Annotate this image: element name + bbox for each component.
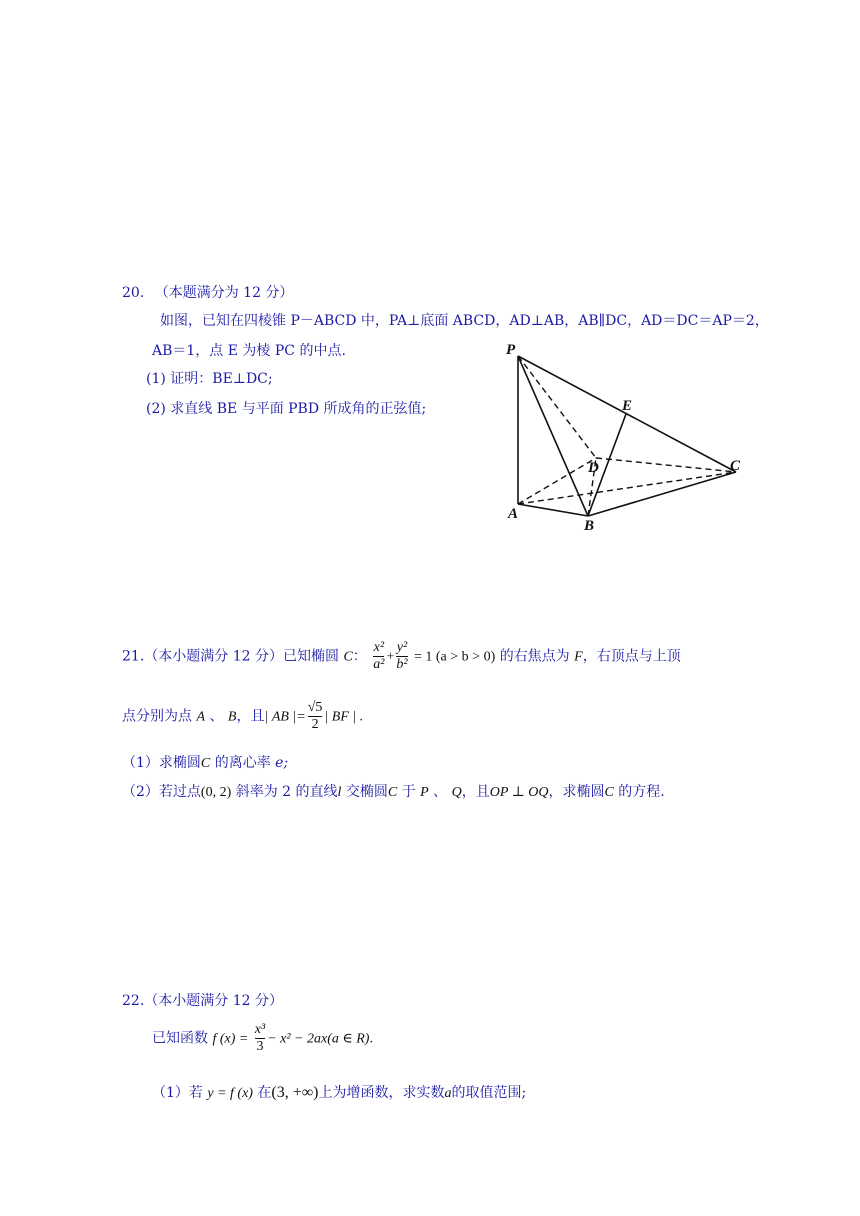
q21-part2-f: ，求椭圆 — [548, 784, 605, 800]
q21-sep: 、 — [209, 708, 224, 725]
pyramid-figure — [500, 336, 760, 536]
q21-part2-C: C — [387, 785, 398, 800]
edge-AB — [518, 504, 588, 516]
q20-intro-line2: AB＝1，点 E 为棱 PC 的中点. — [152, 343, 346, 359]
label-E: E — [622, 398, 633, 414]
q22-line1 — [152, 1022, 373, 1055]
q20-header — [122, 282, 293, 302]
q22-part1-y: y = f (x) — [207, 1086, 253, 1101]
q21-part2-perp: OP ⊥ OQ — [489, 785, 549, 800]
q22-lead: 已知函数 — [152, 1030, 208, 1047]
q21-part2-e: ，且 — [461, 784, 490, 800]
q21-part1 — [122, 752, 288, 772]
q21-pt-A: A — [196, 709, 206, 725]
label-B: B — [584, 518, 595, 534]
q21-after-focus: ，右顶点与上顶 — [582, 648, 681, 665]
q20-part2: (2) 求直线 BE 与平面 PBD 所成角的正弦值; — [146, 401, 427, 417]
q21-part2-l: l — [337, 785, 342, 800]
q22-part1-c: 上为增函数，求实数 — [318, 1085, 445, 1101]
edge-BC — [588, 472, 736, 516]
q21-points: （本小题满分 12 分） — [144, 648, 283, 665]
q21-frac-x-den: a² — [373, 657, 385, 673]
q21-ellipse-name: C — [343, 649, 353, 665]
q21-frac-y — [396, 640, 407, 673]
q21-sqrt5: √5 — [307, 700, 323, 715]
q21-lead: 已知椭圆 — [282, 648, 339, 665]
q21-focus: F — [574, 649, 583, 665]
q21-after-eq: 的右焦点为 — [499, 648, 570, 665]
q20-number: 20. — [122, 285, 145, 301]
q21-frac-y-num: y² — [396, 640, 408, 655]
q21-part1-tail: 的离心率 — [214, 755, 271, 771]
q22-x3: x³ — [254, 1022, 266, 1037]
q21-colon: ： — [352, 648, 367, 665]
q22-frac — [255, 1022, 265, 1055]
q21-part2 — [122, 781, 665, 801]
edge-PC — [518, 356, 736, 472]
q21-ab-abs: | AB |= — [264, 709, 306, 725]
label-C: C — [730, 458, 741, 474]
q21-part2-P: P — [420, 785, 429, 800]
q21-part2-Q: Q — [451, 785, 462, 800]
q22-part1-a: （1）若 — [152, 1085, 203, 1101]
q22-period: . — [369, 1031, 373, 1047]
label-A: A — [508, 506, 519, 522]
q22-part1-var: a — [444, 1086, 452, 1101]
q21-line1 — [122, 640, 681, 673]
q21-frac-x — [373, 640, 384, 673]
q21-frac-y-den: b² — [396, 657, 408, 673]
q21-bf-abs: | BF | . — [324, 709, 364, 725]
q21-two: 2 — [308, 716, 323, 733]
q21-number: 21. — [122, 648, 145, 665]
label-P: P — [506, 342, 516, 358]
edge-AD — [518, 458, 596, 504]
q21-pt-B: B — [227, 709, 237, 725]
q21-line2 — [122, 700, 363, 733]
q21-part2-pt: (0, 2) — [200, 785, 232, 800]
q20-points: （本题满分为 12 分） — [154, 285, 294, 301]
q22-number: 22. — [122, 993, 145, 1009]
q22-fx: f (x) = — [212, 1031, 249, 1047]
q22-part1-d: 的取值范围; — [451, 1085, 527, 1101]
q22-header — [122, 990, 283, 1010]
q21-part2-b: 斜率为 2 的直线 — [235, 784, 338, 800]
q22-part1 — [152, 1082, 526, 1102]
q21-eq-rhs: = 1 (a > b > 0) — [414, 649, 496, 665]
q22-three: 3 — [256, 1039, 264, 1055]
label-D: D — [588, 460, 599, 476]
q22-rest: − x² − 2ax(a ∈ R) — [267, 1031, 370, 1047]
q20-part1: (1) 证明：BE⊥DC; — [146, 371, 273, 387]
q22-points: （本小题满分 12 分） — [144, 993, 283, 1009]
q22-part1-b: 在 — [257, 1085, 272, 1101]
q21-plus: + — [386, 649, 395, 665]
q21-part1-c: C — [200, 756, 211, 771]
q20-intro-line1: 如图，已知在四棱锥 P－ABCD 中，PA⊥底面 ABCD，AD⊥AB，AB∥DC，AD＝DC＝AP＝2， — [160, 313, 769, 329]
edge-PD — [518, 356, 596, 458]
q21-part2-c: 交椭圆 — [345, 784, 388, 800]
edge-PB — [518, 356, 588, 516]
q21-frac-sqrt5 — [308, 700, 323, 733]
q22-part1-interval: (3, +∞) — [271, 1084, 319, 1101]
q21-part2-sep: 、 — [433, 784, 448, 800]
q21-part2-C2: C — [604, 785, 614, 800]
q21-part1-e: e; — [275, 755, 289, 771]
q21-frac-x-num: x² — [373, 640, 385, 655]
q21-part2-d: 于 — [401, 784, 416, 800]
q21-line2-lead: 点分别为点 — [122, 708, 192, 725]
q21-part1-lead: （1）求椭圆 — [122, 755, 201, 771]
edge-AC — [518, 472, 736, 504]
q21-part2-g: 的方程. — [618, 784, 665, 800]
q21-and: ，且 — [236, 708, 265, 725]
q21-part2-a: （2）若过点 — [122, 784, 201, 800]
